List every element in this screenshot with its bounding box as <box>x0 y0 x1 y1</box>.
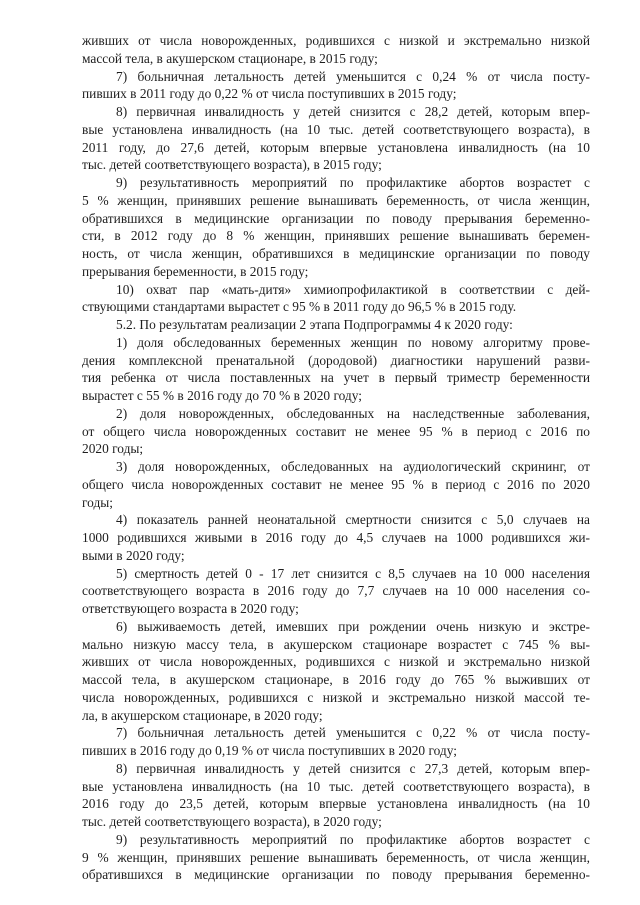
text-line: 2011 году, до 27,6 детей, которым впервые установлена инвалидность (на 10 <box>82 139 590 155</box>
text-line: 8) первичная инвалидность у детей снизится с 28,2 детей, которым впер- <box>116 104 590 119</box>
text-line: вые установлена инвалидность (на 10 тыс. детей соответствующего возраста), в <box>82 121 590 137</box>
text-line: тыс. детей соответствующего возраста), в 2020 году; <box>82 814 382 829</box>
text-line: 7) больничная летальность детей уменьшится с 0,24 % от числа посту- <box>116 68 590 84</box>
text-line: ность, от числа женщин, обратившихся в медицинские организации по поводу <box>82 246 590 261</box>
text-line: 9) результативность мероприятий по профилактике абортов возрастет с <box>116 175 590 190</box>
text-line: 8) первичная инвалидность у детей снизится с 27,3 детей, которым впер- <box>116 760 590 776</box>
text-line: тия ребенка от числа поставленных на учет в первый триместр беременности <box>82 370 590 386</box>
text-line: 9) результативность мероприятий по профилактике абортов возрастет с <box>116 831 590 847</box>
text-line: обратившихся в медицинские организации по поводу прерывания беременно- <box>82 867 590 883</box>
text-line: 2) доля новорожденных, обследованных на наследственные заболевания, <box>116 405 590 421</box>
paragraph <box>82 724 590 760</box>
text-line: вые установлена инвалидность (на 10 тыс. детей соответствующего возраста), в <box>82 778 590 794</box>
text-line: массой тела, в акушерском стационаре, в 2015 году; <box>82 50 378 66</box>
paragraph <box>82 281 590 317</box>
paragraph <box>82 174 590 281</box>
paragraph <box>82 334 590 405</box>
text-line: обратившихся в медицинские организации по поводу прерывания беременно- <box>82 210 590 226</box>
text-line: общего числа новорожденных составит не менее 95 % в период с 2016 по 2020 <box>82 476 590 492</box>
text-line: 6) выживаемость детей, имевших при рождении очень низкую и экстре- <box>116 618 590 634</box>
text-line: 1000 родившихся живыми в 2016 году до 4,5 случаев на 1000 родившихся жи- <box>82 530 590 545</box>
text-line: 4) показатель ранней неонатальной смертности снизится с 5,0 случаев на <box>116 512 590 528</box>
text-line: пивших в 2016 году до 0,19 % от числа поступивших в 2020 году; <box>82 743 457 758</box>
text-line: 2016 году до 23,5 детей, которым впервые установлена инвалидность (на 10 <box>82 796 590 812</box>
text-line: пивших в 2011 году до 0,22 % от числа поступивших в 2015 году; <box>82 86 457 102</box>
paragraph <box>82 831 590 884</box>
text-line: от общего числа новорожденных составит не менее 95 % в период с 2016 по <box>82 423 590 439</box>
text-line: 5 % женщин, принявших решение вынашивать беременность, от числа женщин, <box>82 192 590 208</box>
text-line: 5) смертность детей 0 - 17 лет снизится с 8,5 случаев на 10 000 населения <box>116 565 590 581</box>
text-line: ла, в акушерском стационаре, в 2020 году; <box>82 707 323 723</box>
text-line: сти, в 2012 году до 8 % женщин, принявших решение вынашивать беремен- <box>82 228 590 244</box>
text-line: вырастет с 55 % в 2016 году до 70 % в 2020 году; <box>82 388 362 403</box>
text-line: ответствующего возраста в 2020 году; <box>82 601 299 616</box>
paragraph <box>82 618 590 725</box>
text-line: мально низкую массу тела, в акушерском стационаре возрастет с 745 % вы- <box>82 636 590 652</box>
text-line: тыс. детей соответствующего возраста), в 2015 году; <box>82 157 382 173</box>
text-line: живших от числа новорожденных, родившихся с низкой и экстремально низкой <box>82 654 590 670</box>
paragraph <box>82 103 590 174</box>
text-line: прерывания беременности, в 2015 году; <box>82 263 309 279</box>
paragraph <box>82 68 590 104</box>
paragraph <box>82 458 590 511</box>
text-line: 7) больничная летальность детей уменьшится с 0,22 % от числа посту- <box>116 725 590 741</box>
text-line: соответствующего возраста в 2016 году до 7,7 случаев на 10 000 населения со- <box>82 583 590 599</box>
paragraph <box>82 316 590 334</box>
paragraph <box>82 405 590 458</box>
text-line: массой тела, в акушерском стационаре, в 2016 году до 765 % выживших от <box>82 672 590 687</box>
text-line: годы; <box>82 494 113 510</box>
text-line: дения комплексной пренатальной (дородовой) диагностики нарушений разви- <box>82 352 590 368</box>
text-line: 1) доля обследованных беременных женщин по новому алгоритму прове- <box>116 334 590 350</box>
paragraph <box>82 565 590 618</box>
text-line: 9 % женщин, принявших решение вынашивать беременность, от числа женщин, <box>82 849 590 865</box>
text-line: ствующими стандартами вырастет с 95 % в 2011 году до 96,5 % в 2015 году. <box>82 299 517 315</box>
paragraph <box>82 511 590 564</box>
paragraph <box>82 760 590 831</box>
text-line: 5.2. По результатам реализации 2 этапа Подпрограммы 4 к 2020 году: <box>116 317 513 332</box>
text-line: числа новорожденных, родившихся с низкой и экстремально низкой массой те- <box>82 689 590 705</box>
text-line: живших от числа новорожденных, родившихся с низкой и экстремально низкой <box>82 33 590 48</box>
text-line: выми в 2020 году; <box>82 547 185 563</box>
text-line: 2020 годы; <box>82 441 144 457</box>
text-line: 3) доля новорожденных, обследованных на аудиологический скрининг, от <box>116 459 590 474</box>
paragraph <box>82 32 590 68</box>
document-page <box>82 32 590 884</box>
text-line: 10) охват пар «мать-дитя» химиопрофилактикой в соответствии с дей- <box>116 281 590 297</box>
